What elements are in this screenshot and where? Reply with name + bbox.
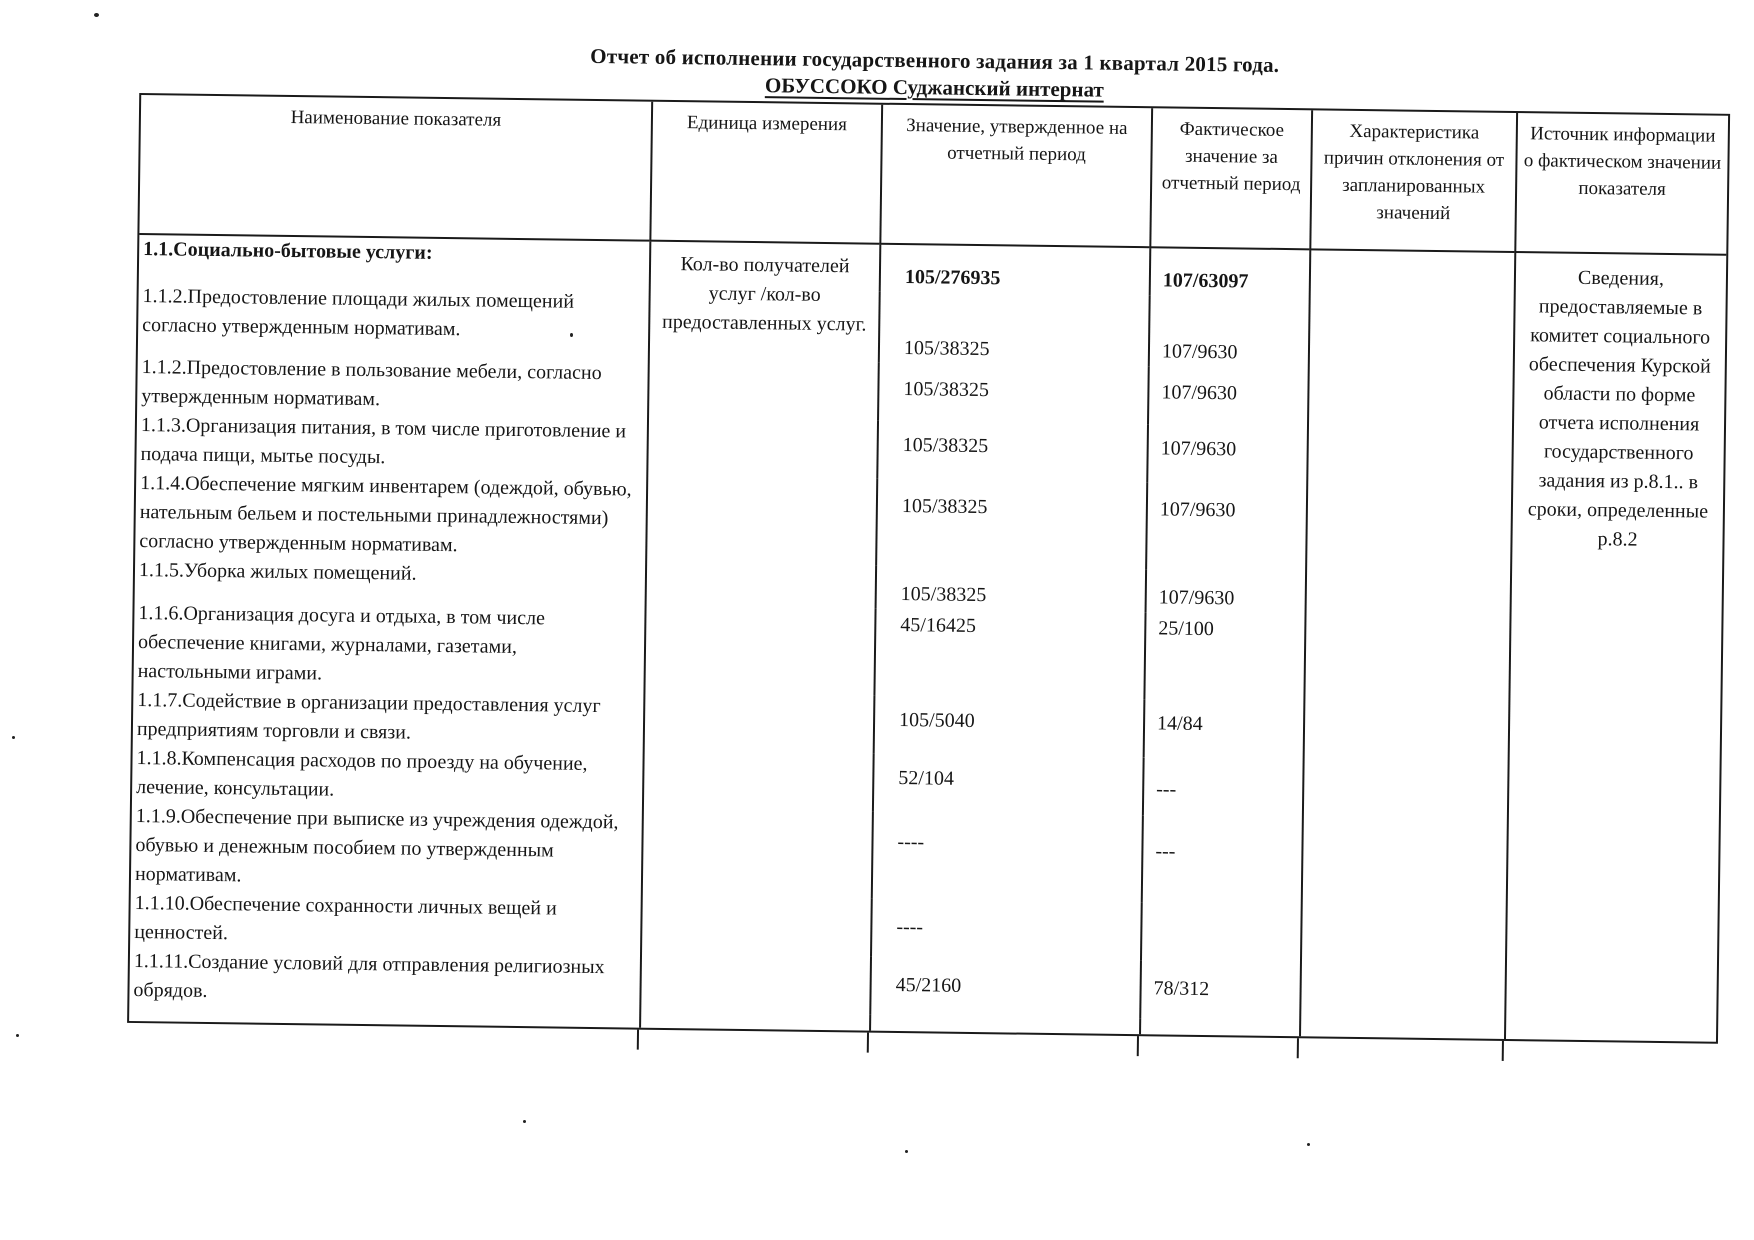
scan-speck <box>94 13 99 17</box>
approved-value: 105/38325 <box>877 363 1148 425</box>
header-info-source: Источник информации о фактическом значении показателя <box>1514 113 1728 256</box>
scan-line-artifact <box>867 1033 869 1053</box>
approved-value: 45/16425 <box>873 609 1144 700</box>
approved-value: 52/104 <box>872 754 1143 816</box>
table-row-indicator: 1.1.10.Обеспечение сохранности личных вещей и ценностей. <box>134 892 557 945</box>
table-row-indicator: 1.1.6.Организация досуга и отдыха, в том числе обеспечение книгами, журналами, газетами, настольными играми. <box>137 602 546 685</box>
table-row-indicator: 1.1.2.Предостовление в пользование мебели, согласно утвержденным нормативам. <box>141 356 602 411</box>
table-row-indicator: 1.1.7.Содействие в организации предоставления услуг предприятиям торговли и связи. <box>136 689 601 744</box>
document-title: Отчет об исполнении государственного задания за 1 квартал 2015 года. <box>590 43 1280 77</box>
approved-value: 45/2160 <box>869 957 1140 1019</box>
table-row-indicator: 1.1.2.Предостовление площади жилых помещений согласно утвержденным нормативам. <box>142 285 575 341</box>
approved-value: 105/5040 <box>873 696 1144 758</box>
scan-line-artifact <box>1297 1038 1299 1058</box>
actual-value: 25/100 <box>1143 612 1304 701</box>
unit-of-measure-cell: Кол-во получателей услуг /кол-во предоставленных услуг. <box>639 242 879 1031</box>
table-row-indicator: 1.1.Социально-бытовые услуги: <box>143 238 433 264</box>
approved-value: 105/38325 <box>876 421 1147 483</box>
scan-speck <box>570 333 573 337</box>
report-table <box>127 93 1730 1044</box>
approved-value: 105/38325 <box>875 566 1146 613</box>
actual-value: 107/9630 <box>1146 424 1307 484</box>
approved-value: ---- <box>870 899 1141 961</box>
scan-speck <box>12 736 15 739</box>
header-unit: Единица измерения <box>649 102 881 245</box>
table-row-indicator: 1.1.5.Уборка жилых помещений. <box>138 559 417 585</box>
info-source-cell: Сведения, предоставляемые в комитет социального обеспечения Курской области по форме отчета исполнения государственного задания из р.8.1.. в сроки, определенные р.8.2 <box>1504 253 1726 1042</box>
approved-value: ---- <box>871 812 1142 903</box>
approved-value: 105/38325 <box>875 479 1146 570</box>
deviation-reason-cell <box>1299 250 1514 1039</box>
header-indicator: Наименование показателя <box>139 95 651 242</box>
actual-value: 107/9630 <box>1145 569 1306 614</box>
table-row-indicator: 1.1.11.Создание условий для отправления религиозных обрядов. <box>133 950 605 1002</box>
empty-cell <box>1139 1018 1299 1036</box>
header-actual-value: Фактическое значение за отчетный период <box>1149 108 1311 250</box>
actual-value: 107/63097 <box>1149 248 1310 297</box>
scan-content <box>127 36 1730 1044</box>
scan-speck <box>1307 1143 1310 1146</box>
actual-value: 78/312 <box>1139 960 1300 1020</box>
approved-value: 105/276935 <box>879 245 1150 296</box>
header-approved-value: Значение, утвержденное на отчетный период <box>879 105 1151 249</box>
actual-value <box>1140 902 1301 962</box>
actual-value: 107/9630 <box>1145 482 1306 571</box>
actual-value: --- <box>1142 757 1303 817</box>
scan-line-artifact <box>637 1030 639 1050</box>
document-subtitle: ОБУССОКО Суджанский интернат <box>764 73 1104 102</box>
scan-line-artifact <box>1137 1036 1139 1056</box>
table-row-indicator: 1.1.3.Организация питания, в том числе приготовление и подача пищи, мытье посуды. <box>140 414 627 469</box>
actual-value: 14/84 <box>1143 699 1304 759</box>
scan-speck <box>905 1150 908 1153</box>
table-row-indicator: 1.1.4.Обеспечение мягким инвентарем (одеждой, обувью, нательным бельем и постельными принадлежностями) согласно утвержденным нормативам. <box>139 472 632 557</box>
table-row-indicator: 1.1.9.Обеспечение при выписке из учреждения одеждой, обувью и денежным пособием по утвержденным нормативам. <box>134 805 619 887</box>
empty-cell <box>869 1015 1139 1035</box>
scan-speck <box>16 1034 19 1037</box>
actual-value: 107/9630 <box>1147 366 1308 426</box>
actual-value: 107/9630 <box>1148 295 1309 368</box>
table-row-indicator: 1.1.8.Компенсация расходов по проезду на обучение, лечение, консультации. <box>136 747 588 801</box>
actual-value: --- <box>1141 815 1302 904</box>
approved-value: 105/38325 <box>878 292 1149 367</box>
header-deviation-reason: Характеристика причин отклонения от запланированных значений <box>1309 110 1516 253</box>
scan-line-artifact <box>1502 1041 1504 1061</box>
scan-speck <box>523 1120 526 1123</box>
